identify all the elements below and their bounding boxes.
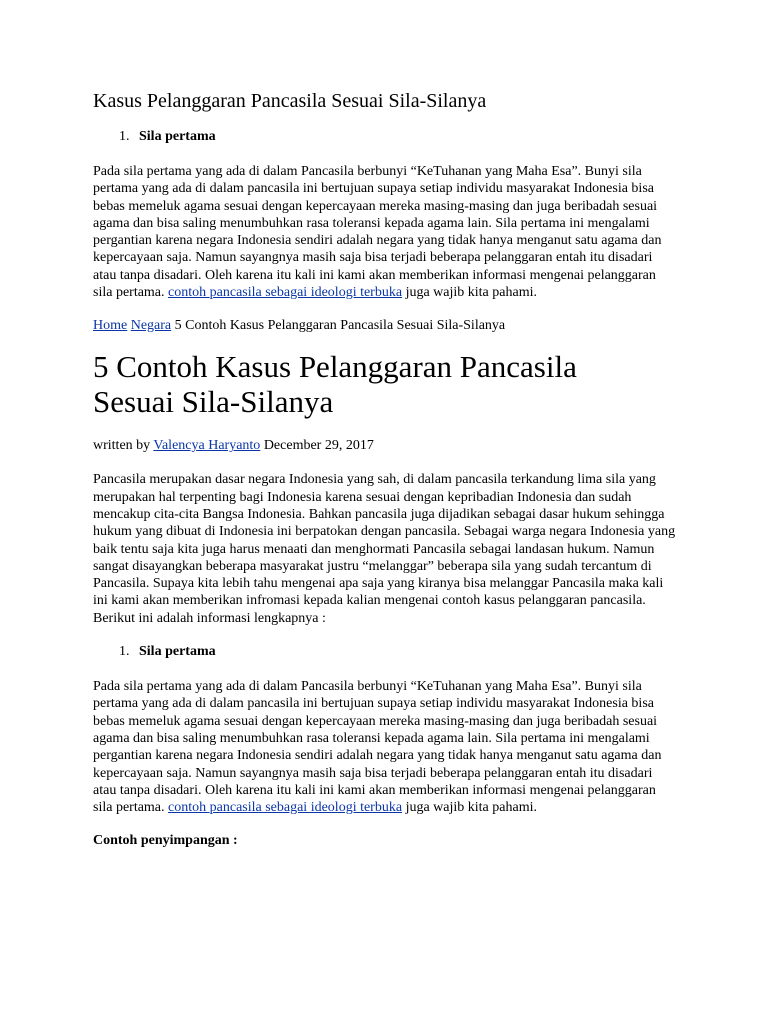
ideologi-terbuka-link[interactable]: contoh pancasila sebagai ideologi terbuka: [168, 285, 403, 301]
list-item-sila-pertama: [119, 128, 683, 146]
paragraph-text: Pada sila pertama yang ada di dalam Pancasila berbunyi “KeTuhanan yang Maha Esa”. Bunyi sila pertama yang ada di dalam pancasila ini bertujuan supaya setiap individu masyarakat Indonesia bisa bebas memeluk agama sesuai dengan kepercayaan mereka masing-masing dan juga beribadah sesuai agama dan bisa saling menumbuhkan rasa toleransi kepada agama lain. Sila pertama ini mengalami pergantian karena negara Indonesia sendiri adalah negara yang tidak hanya menganut satu agama dan kepercayaan saja. Namun sayangnya masih saja bisa terjadi beberapa pelanggaran entah itu disadari atau tanpa disadari. Oleh karena itu kali ini kami akan memberikan informasi mengenai pelanggaran sila pertama.: [93, 164, 662, 301]
section-title: Kasus Pelanggaran Pancasila Sesuai Sila-Silanya: [93, 90, 487, 112]
author-link[interactable]: Valencya Haryanto: [153, 438, 261, 454]
breadcrumb-current: 5 Contoh Kasus Pelanggaran Pancasila Sesuai Sila-Silanya: [171, 318, 506, 334]
ideologi-terbuka-link-2[interactable]: contoh pancasila sebagai ideologi terbuka: [168, 800, 403, 816]
list-item-sila-pertama-2: [119, 643, 683, 661]
page-title: 5 Contoh Kasus Pelanggaran Pancasila Sesuai Sila-Silanya: [93, 349, 577, 420]
paragraph-text: Pada sila pertama yang ada di dalam Pancasila berbunyi “KeTuhanan yang Maha Esa”. Bunyi sila pertama yang ada di dalam pancasila ini bertujuan supaya setiap individu masyarakat Indonesia bisa bebas memeluk agama sesuai dengan kepercayaan mereka masing-masing dan juga beribadah sesuai agama dan bisa saling menumbuhkan rasa toleransi kepada agama lain. Sila pertama ini mengalami pergantian karena negara Indonesia sendiri adalah negara yang tidak hanya menganut satu agama dan kepercayaan saja. Namun sayangnya masih saja bisa terjadi beberapa pelanggaran entah itu disadari atau tanpa disadari. Oleh karena itu kali ini kami akan memberikan informasi mengenai pelanggaran sila pertama.: [93, 679, 662, 816]
byline-date: December 29, 2017: [260, 438, 374, 454]
list-number: 1.: [119, 129, 130, 144]
paragraph-tail: juga wajib kita pahami.: [402, 285, 537, 301]
byline-prefix: written by: [93, 438, 154, 454]
breadcrumb: [93, 317, 683, 335]
list-number: 1.: [119, 644, 130, 660]
paragraph-tail: juga wajib kita pahami.: [402, 800, 537, 816]
list-label: Sila pertama: [139, 644, 216, 660]
breadcrumb-category-link[interactable]: Negara: [130, 318, 172, 334]
contoh-penyimpangan-heading: Contoh penyimpangan :: [93, 833, 238, 849]
intro-paragraph: Pancasila merupakan dasar negara Indonesia yang sah, di dalam pancasila terkandung lima sila yang merupakan hal terpenting bagi Indonesia karena sesuai dengan kepribadian Indonesia dan sudah mencakup cita-cita Bangsa Indonesia. Bahkan pancasila juga dijadikan sebagai dasar hukum sehingga hukum yang dibuat di Indonesia ini berpatokan dengan pancasila. Sebagai warga negara Indonesia yang baik tentu saja kita juga harus menaati dan menghormati Pancasila sebagai landasan hukum. Namun sangat disayangkan beberapa masyarakat justru “melanggar” beberapa sila yang sudah tercantum di Pancasila. Supaya kita lebih tahu mengenai apa saja yang kiranya bisa melanggar Pancasila maka kali ini kami akan memberikan infromasi kepada kalian mengenai contoh kasus pelanggaran pancasila. Berikut ini adalah informasi lengkapnya :: [93, 472, 676, 626]
byline: [93, 437, 683, 455]
paragraph-sila-pertama: [93, 163, 677, 301]
document-content: [93, 88, 683, 850]
list-label: Sila pertama: [139, 129, 216, 144]
breadcrumb-home-link[interactable]: Home: [93, 318, 128, 334]
paragraph-sila-pertama-2: [93, 678, 677, 816]
